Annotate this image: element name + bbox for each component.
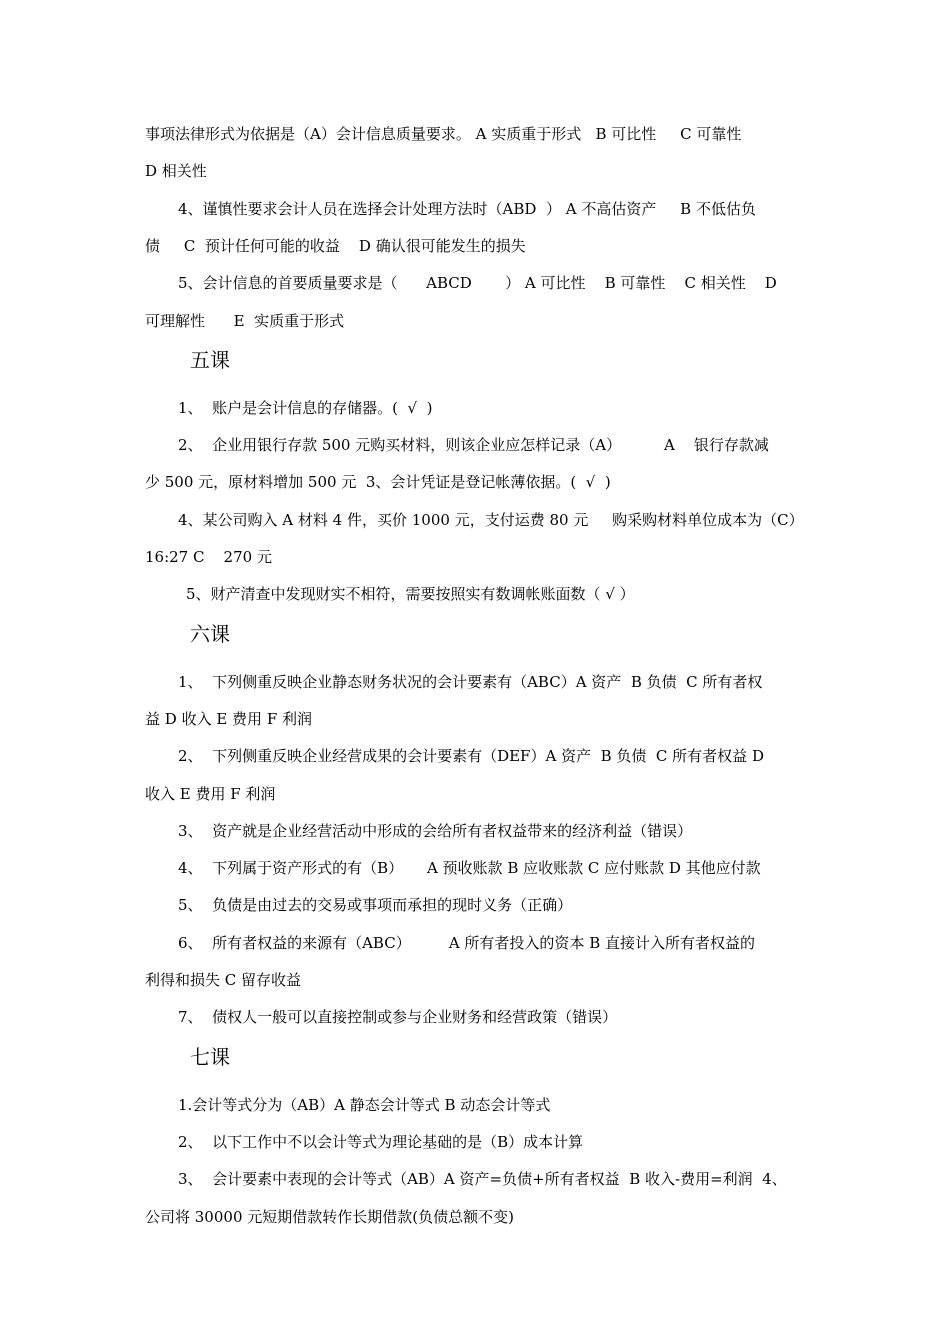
- paragraph-line: 1、 账户是会计信息的存储器。( √ ): [178, 399, 433, 417]
- paragraph-line: 益 D 收入 E 费用 F 利润: [145, 710, 312, 728]
- paragraph-line: 少 500 元，原材料增加 500 元 3、会计凭证是登记帐薄依据。( √ ): [145, 473, 611, 491]
- section-heading: 七课: [190, 1045, 230, 1069]
- paragraph-line: 可理解性 E 实质重于形式: [145, 312, 345, 330]
- paragraph-line: 收入 E 费用 F 利润: [145, 785, 276, 803]
- section-heading: 六课: [190, 622, 230, 646]
- paragraph-line: 事项法律形式为依据是（A）会计信息质量要求。 A 实质重于形式 B 可比性 C 可靠性: [145, 125, 742, 143]
- paragraph-line: 利得和损失 C 留存收益: [145, 971, 302, 989]
- paragraph-line: 4、 下列属于资产形式的有（B） A 预收账款 B 应收账款 C 应付账款 D 其他应付款: [178, 859, 761, 877]
- paragraph-line: 2、 以下工作中不以会计等式为理论基础的是（B）成本计算: [178, 1133, 584, 1151]
- paragraph-line: 6、 所有者权益的来源有（ABC） A 所有者投入的资本 B 直接计入所有者权益的: [178, 934, 755, 952]
- paragraph-line: 1.会计等式分为（AB）A 静态会计等式 B 动态会计等式: [178, 1096, 551, 1114]
- paragraph-line: 公司将 30000 元短期借款转作长期借款(负债总额不变): [145, 1208, 514, 1226]
- paragraph-line: 4、某公司购入 A 材料 4 件，买价 1000 元，支付运费 80 元 购采购材料单位成本为（C）: [178, 511, 804, 529]
- paragraph-line: D 相关性: [145, 162, 207, 180]
- paragraph-line: 5、财产清查中发现财实不相符，需要按照实有数调帐账面数（ √ ）: [186, 585, 635, 603]
- paragraph-line: 16:27 C 270 元: [145, 548, 272, 566]
- paragraph-line: 1、 下列侧重反映企业静态财务状况的会计要素有（ABC）A 资产 B 负债 C 所有者权: [178, 673, 763, 691]
- paragraph-line: 5、会计信息的首要质量要求是（ ABCD ） A 可比性 B 可靠性 C 相关性 D: [178, 274, 777, 292]
- paragraph-line: 4、谨慎性要求会计人员在选择会计处理方法时（ABD ） A 不高估资产 B 不低估负: [178, 200, 756, 218]
- section-heading: 五课: [190, 348, 230, 372]
- paragraph-line: 5、 负债是由过去的交易或事项而承担的现时义务（正确）: [178, 896, 573, 914]
- paragraph-line: 7、 债权人一般可以直接控制或参与企业财务和经营政策（错误）: [178, 1008, 618, 1026]
- paragraph-line: 3、 会计要素中表现的会计等式（AB）A 资产=负债+所有者权益 B 收入-费用=利润 4、: [178, 1170, 787, 1188]
- paragraph-line: 2、 下列侧重反映企业经营成果的会计要素有（DEF）A 资产 B 负债 C 所有者权益 D: [178, 747, 764, 765]
- paragraph-line: 2、 企业用银行存款 500 元购买材料，则该企业应怎样记录（A） A 银行存款减: [178, 436, 769, 454]
- paragraph-line: 3、 资产就是企业经营活动中形成的会给所有者权益带来的经济利益（错误）: [178, 822, 693, 840]
- paragraph-line: 债 C 预计任何可能的收益 D 确认很可能发生的损失: [145, 237, 526, 255]
